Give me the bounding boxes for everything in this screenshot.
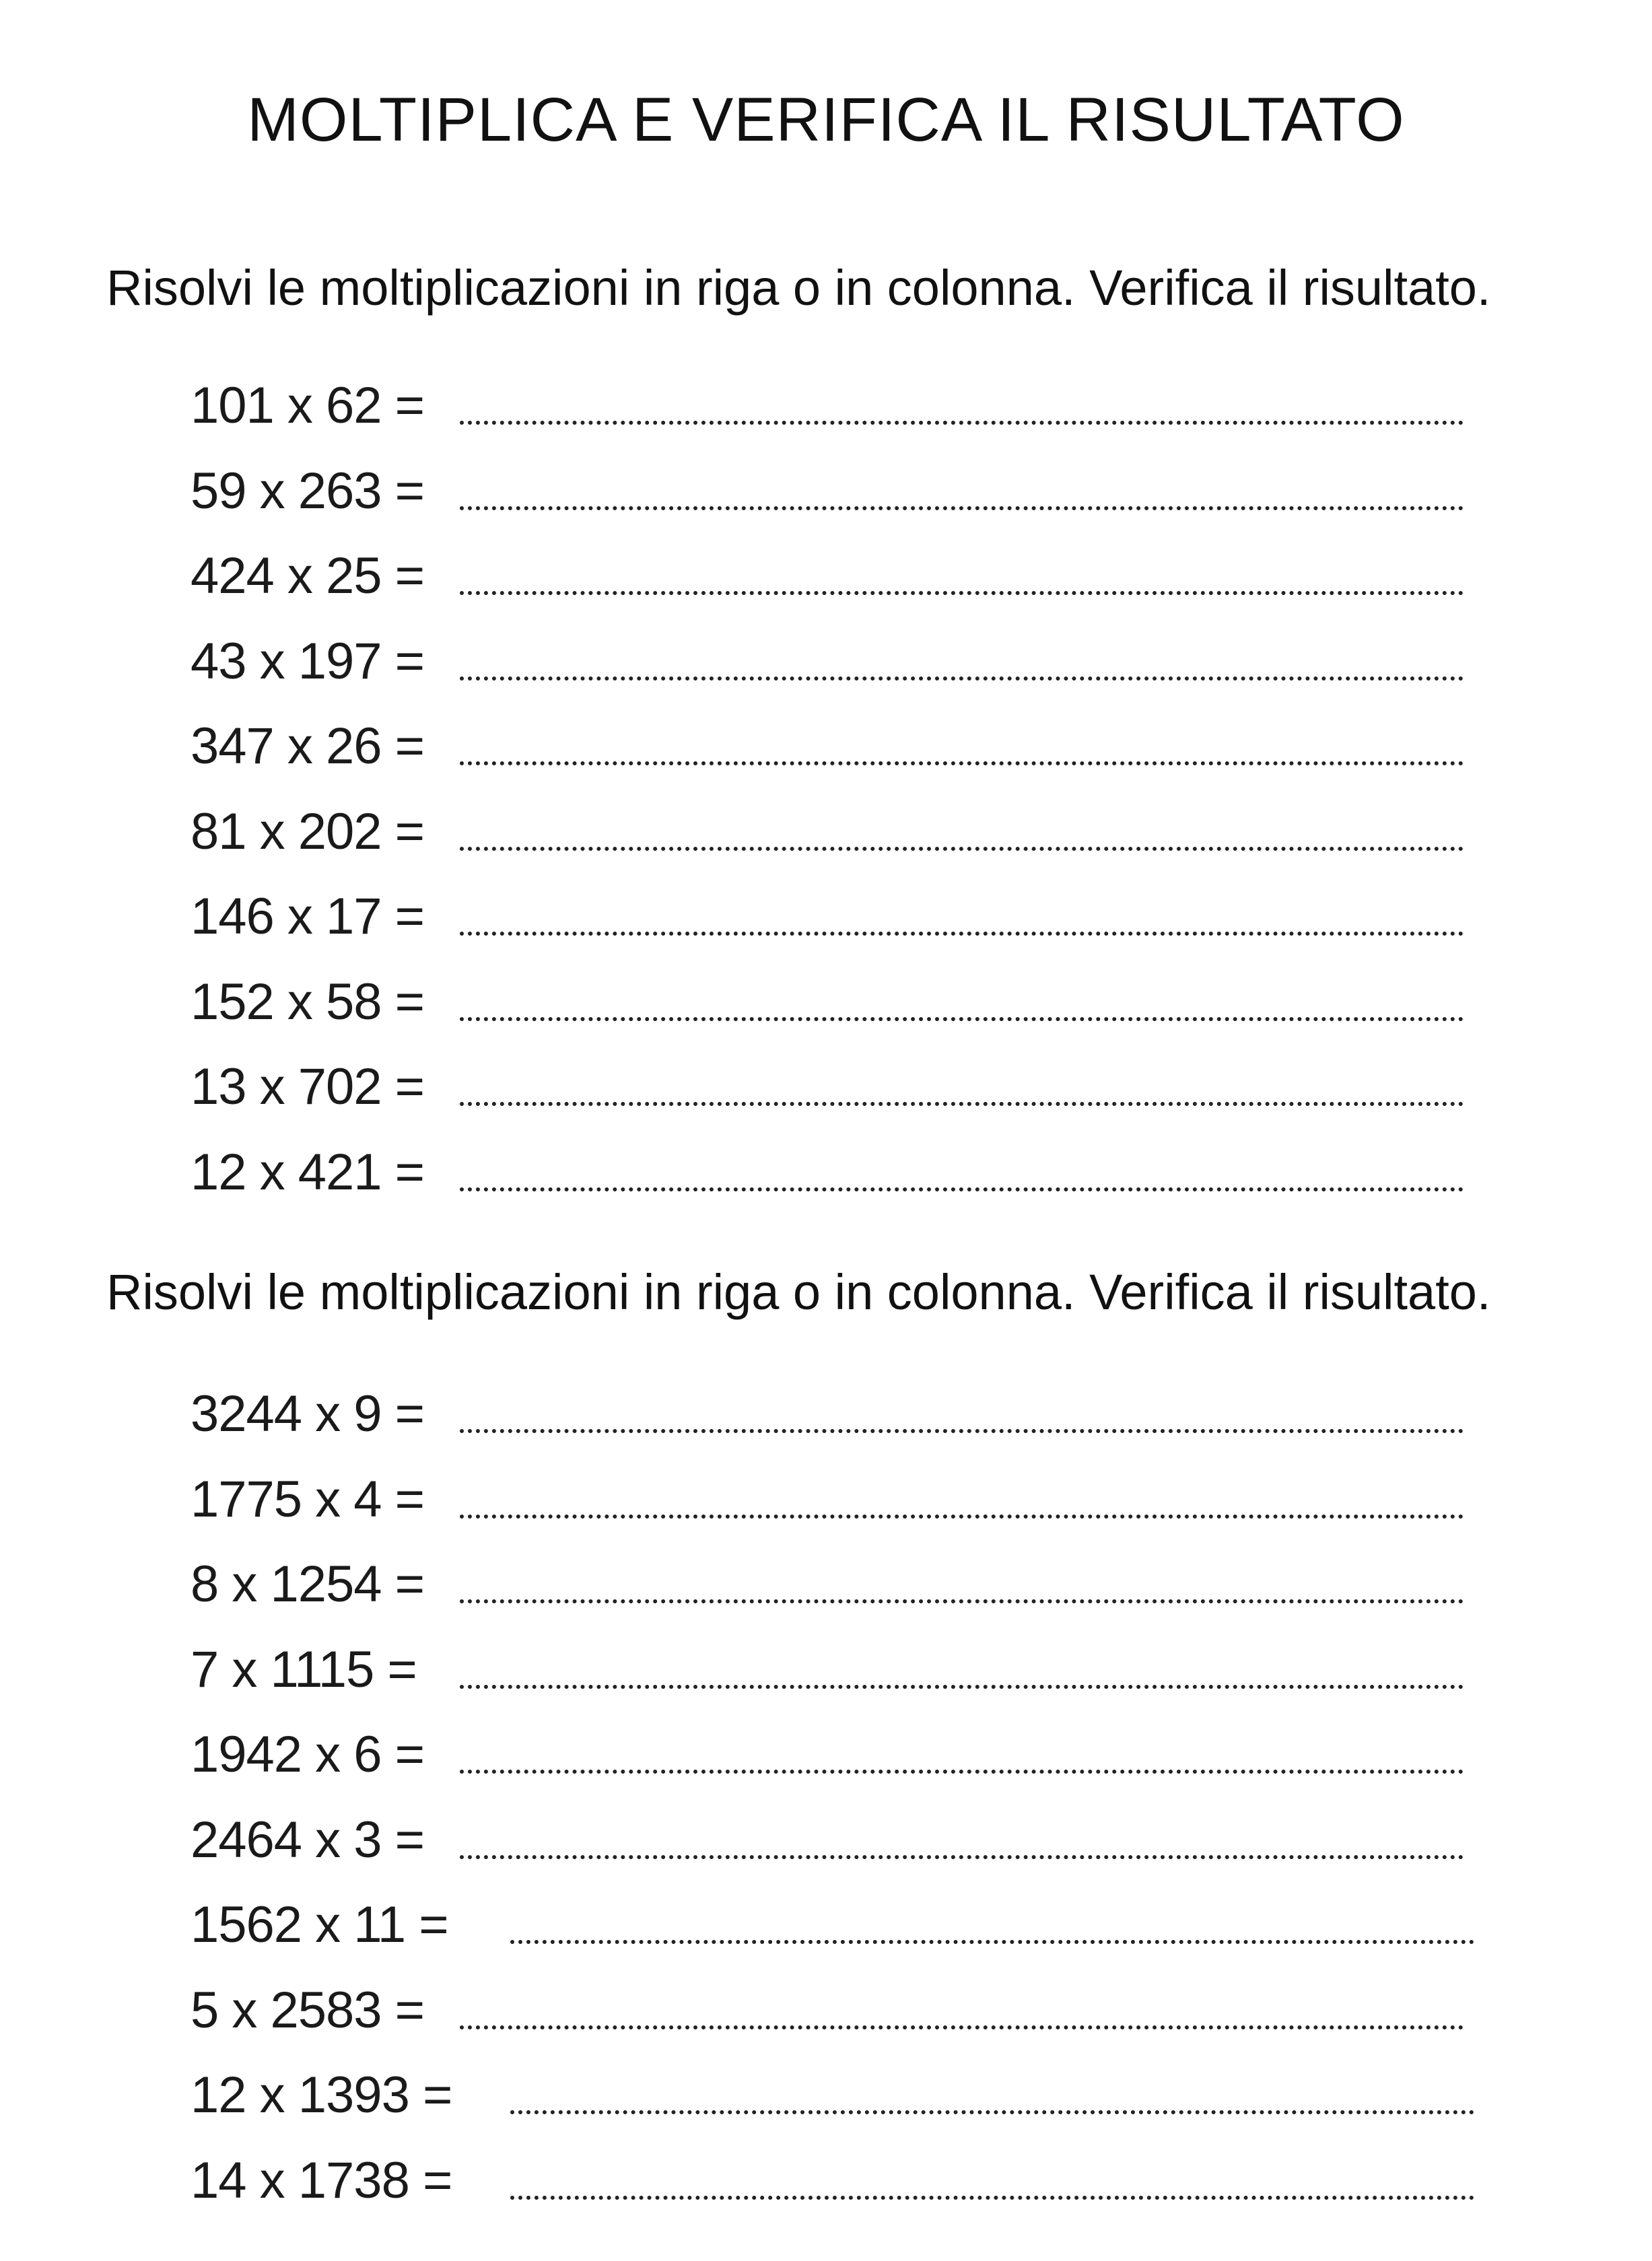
answer-line[interactable] [460,847,1464,851]
answer-line[interactable] [460,421,1464,425]
answer-line[interactable] [460,1770,1464,1774]
exercise-row [0,1048,1652,1134]
answer-line[interactable] [460,1515,1464,1519]
answer-line[interactable] [460,2025,1464,2029]
answer-line[interactable] [460,761,1464,765]
exercise-expression: 146 x 17 = [191,888,425,945]
exercise-expression: 424 x 25 = [191,547,425,604]
section-1-exercise-list [0,367,1652,1218]
exercise-row [0,707,1652,793]
section-2-exercise-list [0,1375,1652,2227]
exercise-row [0,878,1652,963]
answer-line[interactable] [460,676,1464,681]
exercise-expression: 8 x 1254 = [191,1556,425,1613]
exercise-expression: 43 x 197 = [191,632,425,690]
exercise-row [0,1972,1652,2057]
exercise-expression: 3244 x 9 = [191,1385,425,1442]
section-1-instruction: Risolvi le moltiplicazioni in riga o in colonna. Verifica il risultato. [106,260,1491,316]
exercise-row [0,452,1652,538]
answer-line[interactable] [510,1940,1474,1944]
exercise-row [0,1886,1652,1972]
exercise-expression: 1775 x 4 = [191,1470,425,1528]
answer-line[interactable] [510,2196,1474,2200]
exercise-row [0,1461,1652,1546]
exercise-expression: 7 x 1115 = [191,1640,417,1698]
exercise-expression: 59 x 263 = [191,462,425,520]
exercise-expression: 13 x 702 = [191,1058,425,1115]
exercise-expression: 1562 x 11 = [191,1896,448,1953]
answer-line[interactable] [510,2110,1474,2114]
exercise-expression: 81 x 202 = [191,802,425,860]
answer-line[interactable] [460,1102,1464,1106]
exercise-expression: 1942 x 6 = [191,1726,425,1783]
exercise-row [0,963,1652,1049]
exercise-expression: 347 x 26 = [191,718,425,775]
answer-line[interactable] [460,1685,1464,1689]
answer-line[interactable] [460,506,1464,510]
exercise-row [0,1375,1652,1461]
exercise-row [0,2056,1652,2142]
answer-line[interactable] [460,932,1464,936]
exercise-row [0,1134,1652,1219]
exercise-row [0,793,1652,878]
exercise-expression: 152 x 58 = [191,973,425,1031]
exercise-row [0,1716,1652,1801]
answer-line[interactable] [460,591,1464,595]
exercise-row [0,1631,1652,1716]
exercise-row [0,2142,1652,2227]
answer-line[interactable] [460,1855,1464,1859]
exercise-row [0,367,1652,452]
exercise-expression: 101 x 62 = [191,377,425,434]
exercise-expression: 5 x 2583 = [191,1981,425,2039]
exercise-expression: 12 x 1393 = [191,2066,452,2124]
exercise-row [0,1545,1652,1631]
exercise-row [0,1801,1652,1887]
answer-line[interactable] [460,1599,1464,1603]
answer-line[interactable] [460,1017,1464,1021]
exercise-expression: 2464 x 3 = [191,1811,425,1869]
answer-line[interactable] [460,1187,1464,1191]
section-2-instruction: Risolvi le moltiplicazioni in riga o in colonna. Verifica il risultato. [106,1264,1491,1320]
exercise-row [0,623,1652,708]
page-title: MOLTIPLICA E VERIFICA IL RISULTATO [247,85,1405,154]
exercise-expression: 14 x 1738 = [191,2151,452,2209]
exercise-expression: 12 x 421 = [191,1143,425,1201]
answer-line[interactable] [460,1429,1464,1433]
exercise-row [0,537,1652,623]
